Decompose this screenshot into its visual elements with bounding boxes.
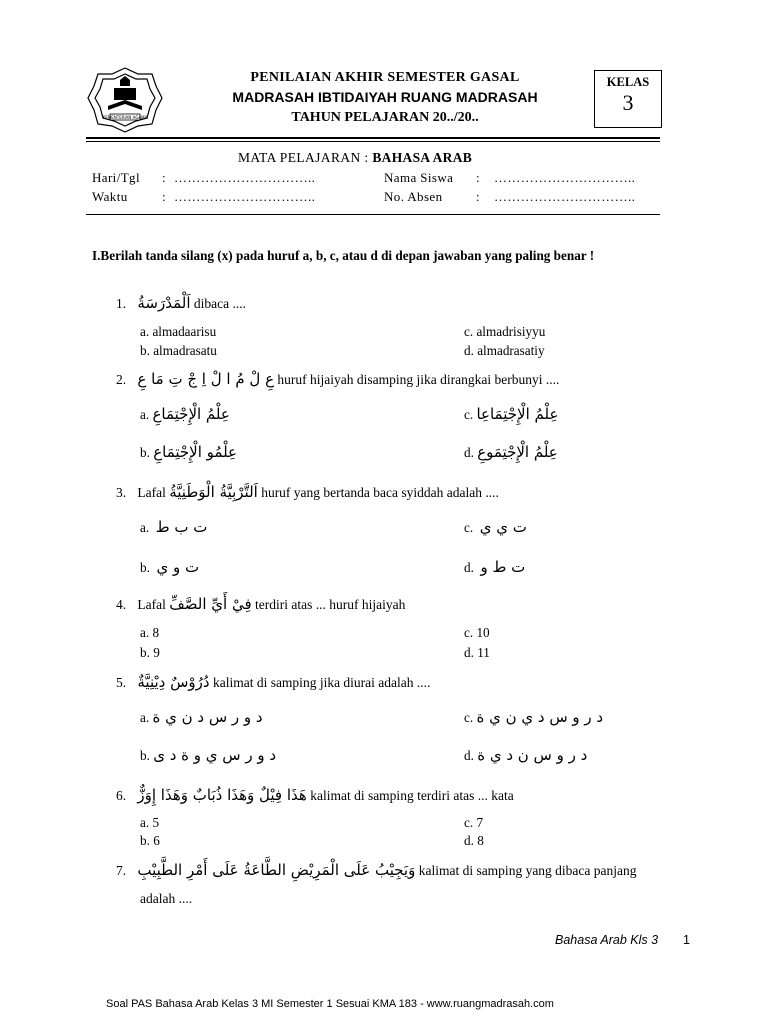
- q3-option-b[interactable]: [140, 558, 199, 576]
- class-number: 3: [622, 90, 634, 115]
- question-number: 2.: [116, 372, 127, 387]
- q1-option-b[interactable]: b. almadrasatu: [140, 343, 217, 358]
- exam-title: PENILAIAN AKHIR SEMESTER GASAL: [250, 70, 520, 85]
- kemenag-logo: [86, 66, 164, 134]
- q6-option-a[interactable]: a. 5: [140, 815, 160, 830]
- logo-caption: KEMENTERIAN AGAMA: [102, 115, 148, 120]
- option-letter: c.: [464, 710, 474, 725]
- option-arabic: د ر و س د ي ن ي ة: [476, 708, 604, 726]
- q1-option-d[interactable]: d. almadrasatiy: [464, 343, 545, 358]
- q5-option-a[interactable]: [140, 708, 263, 726]
- option-letter: d.: [464, 445, 474, 460]
- instruction: I.Berilah tanda silang (x) pada huruf a, b, c, atau d di depan jawaban yang paling benar !: [92, 248, 595, 263]
- option-arabic: ت ط و: [480, 558, 526, 576]
- question-arabic: عِ لْ مُ ا لْ اِ جْ تِ مَا عِ: [137, 370, 275, 388]
- option-arabic: ت و ي: [156, 558, 200, 576]
- q4-option-c[interactable]: c. 10: [464, 625, 490, 640]
- question-number: 4.: [116, 597, 127, 612]
- question-text: kalimat di samping yang dibaca panjang: [418, 863, 637, 878]
- footer-label: Bahasa Arab Kls 3: [555, 933, 659, 947]
- q6-option-b[interactable]: b. 6: [140, 833, 160, 848]
- identity-divider: [86, 214, 660, 215]
- question-prefix: Lafal: [137, 597, 166, 612]
- q2-option-b[interactable]: [140, 443, 237, 461]
- q4-option-b[interactable]: b. 9: [140, 645, 160, 660]
- question-prefix: Lafal: [137, 485, 166, 500]
- q6-option-d[interactable]: d. 8: [464, 833, 484, 848]
- question-number: 6.: [116, 788, 127, 803]
- question-text: huruf hijaiyah disamping jika dirangkai berbunyi ....: [277, 372, 560, 387]
- class-box: [594, 70, 662, 128]
- option-letter: c.: [464, 520, 474, 535]
- option-arabic: د و ر س د ن ي ة: [152, 708, 263, 726]
- option-arabic: د ر و س ن د ي ة: [477, 746, 588, 764]
- source-credit: Soal PAS Bahasa Arab Kelas 3 MI Semester 1 Sesuai KMA 183 - www.ruangmadrasah.com: [106, 998, 554, 1010]
- q2-option-c[interactable]: [464, 405, 558, 423]
- question-5: [116, 673, 430, 691]
- option-letter: d.: [464, 560, 474, 575]
- question-7: [116, 861, 637, 879]
- option-letter: a.: [140, 710, 150, 725]
- option-letter: b.: [140, 445, 150, 460]
- header-divider: [86, 137, 660, 139]
- q1-option-a[interactable]: a. almadaarisu: [140, 324, 217, 339]
- field-no-absen: [384, 189, 635, 205]
- question-text: huruf yang bertanda baca syiddah adalah ....: [261, 485, 499, 500]
- question-6: [116, 786, 514, 804]
- question-number: 1.: [116, 296, 127, 311]
- q3-option-a[interactable]: [140, 518, 207, 536]
- option-letter: b.: [140, 560, 150, 575]
- option-arabic: ت ب ط: [155, 518, 208, 536]
- academic-year: TAHUN PELAJARAN 20../20..: [291, 110, 479, 125]
- question-text: kalimat di samping jika diurai adalah ....: [212, 675, 431, 690]
- question-arabic: وَيَجِيْبُ عَلَى الْمَرِيْضِ الطَّاعَةُ عَلَى أَمْرِ الطَّبِيْبِ: [137, 861, 416, 879]
- question-2: [116, 370, 559, 388]
- q5-option-c[interactable]: [464, 708, 603, 726]
- option-letter: a.: [140, 407, 150, 422]
- field-label: Waktu: [92, 189, 128, 204]
- field-label: No. Absen: [384, 189, 443, 204]
- field-nama-siswa: [384, 170, 635, 186]
- field-value: …………………………..: [174, 189, 316, 204]
- field-waktu: [92, 189, 315, 205]
- question-text: kalimat di samping terdiri atas ... kata: [310, 788, 514, 803]
- q2-option-d[interactable]: [464, 443, 558, 461]
- q4-option-d[interactable]: d. 11: [464, 645, 490, 660]
- question-4: [116, 595, 405, 613]
- option-arabic: عِلْمُ الْإِجْتِمَوعِ: [477, 443, 558, 461]
- question-arabic: فِيْ أَيِّ الصَّفِّ: [169, 595, 252, 613]
- q6-option-c[interactable]: c. 7: [464, 815, 484, 830]
- option-letter: d.: [464, 748, 474, 763]
- field-sep: :: [476, 170, 481, 185]
- q1-option-c[interactable]: c. almadrisiyyu: [464, 324, 546, 339]
- option-letter: c.: [464, 407, 474, 422]
- option-letter: b.: [140, 748, 150, 763]
- question-number: 3.: [116, 485, 127, 500]
- question-3: [116, 483, 499, 501]
- field-sep: :: [476, 189, 481, 204]
- option-arabic: ت ي ي: [479, 518, 527, 536]
- question-arabic: هَذَا فِيْلٌ وَهَذَا ذُبَابٌ وَهَذَا إِوَزٌّ: [137, 786, 307, 804]
- page-number: 1: [683, 933, 690, 947]
- question-arabic: اَلتَّرْبِيَّةُ الْوَطَنِيَّةُ: [169, 483, 258, 501]
- question-text: dibaca ....: [193, 296, 246, 311]
- q2-option-a[interactable]: [140, 405, 230, 423]
- header-divider-thin: [86, 141, 660, 142]
- q3-option-d[interactable]: [464, 558, 525, 576]
- q5-option-b[interactable]: [140, 746, 276, 764]
- question-1: [116, 294, 246, 312]
- subject-value: BAHASA ARAB: [372, 150, 473, 165]
- option-arabic: عِلْمُو الْإِجْتِمَاعِ: [153, 443, 238, 461]
- subject-label: MATA PELAJARAN :: [238, 150, 369, 165]
- field-value: …………………………..: [494, 170, 636, 185]
- option-arabic: د و ر س ي و ة د ى: [153, 746, 277, 764]
- question-arabic: دُرُوْسٌ دِيْنِيَّةٌ: [137, 673, 210, 691]
- field-value: …………………………..: [174, 170, 316, 185]
- question-number: 7.: [116, 863, 127, 878]
- question-number: 5.: [116, 675, 127, 690]
- option-arabic: عِلْمُ الْإِجْتِمَاعِا: [476, 405, 559, 423]
- q5-option-d[interactable]: [464, 746, 587, 764]
- field-label: Hari/Tgl: [92, 170, 140, 185]
- subject-line: [238, 150, 472, 166]
- field-label: Nama Siswa: [384, 170, 454, 185]
- option-letter: a.: [140, 520, 150, 535]
- class-label: KELAS: [606, 75, 650, 89]
- field-sep: :: [162, 189, 167, 204]
- question-7-continuation: adalah ....: [140, 891, 193, 906]
- school-name: MADRASAH IBTIDAIYAH RUANG MADRASAH: [232, 89, 538, 105]
- question-text: terdiri atas ... huruf hijaiyah: [255, 597, 406, 612]
- field-hari-tgl: [92, 170, 315, 186]
- question-arabic: اَلْمَدْرَسَةُ: [137, 294, 191, 312]
- field-sep: :: [162, 170, 167, 185]
- option-arabic: عِلْمُ الْإِجْتِمَاعِ: [152, 405, 230, 423]
- field-value: …………………………..: [494, 189, 636, 204]
- q3-option-c[interactable]: [464, 518, 527, 536]
- q4-option-a[interactable]: a. 8: [140, 625, 160, 640]
